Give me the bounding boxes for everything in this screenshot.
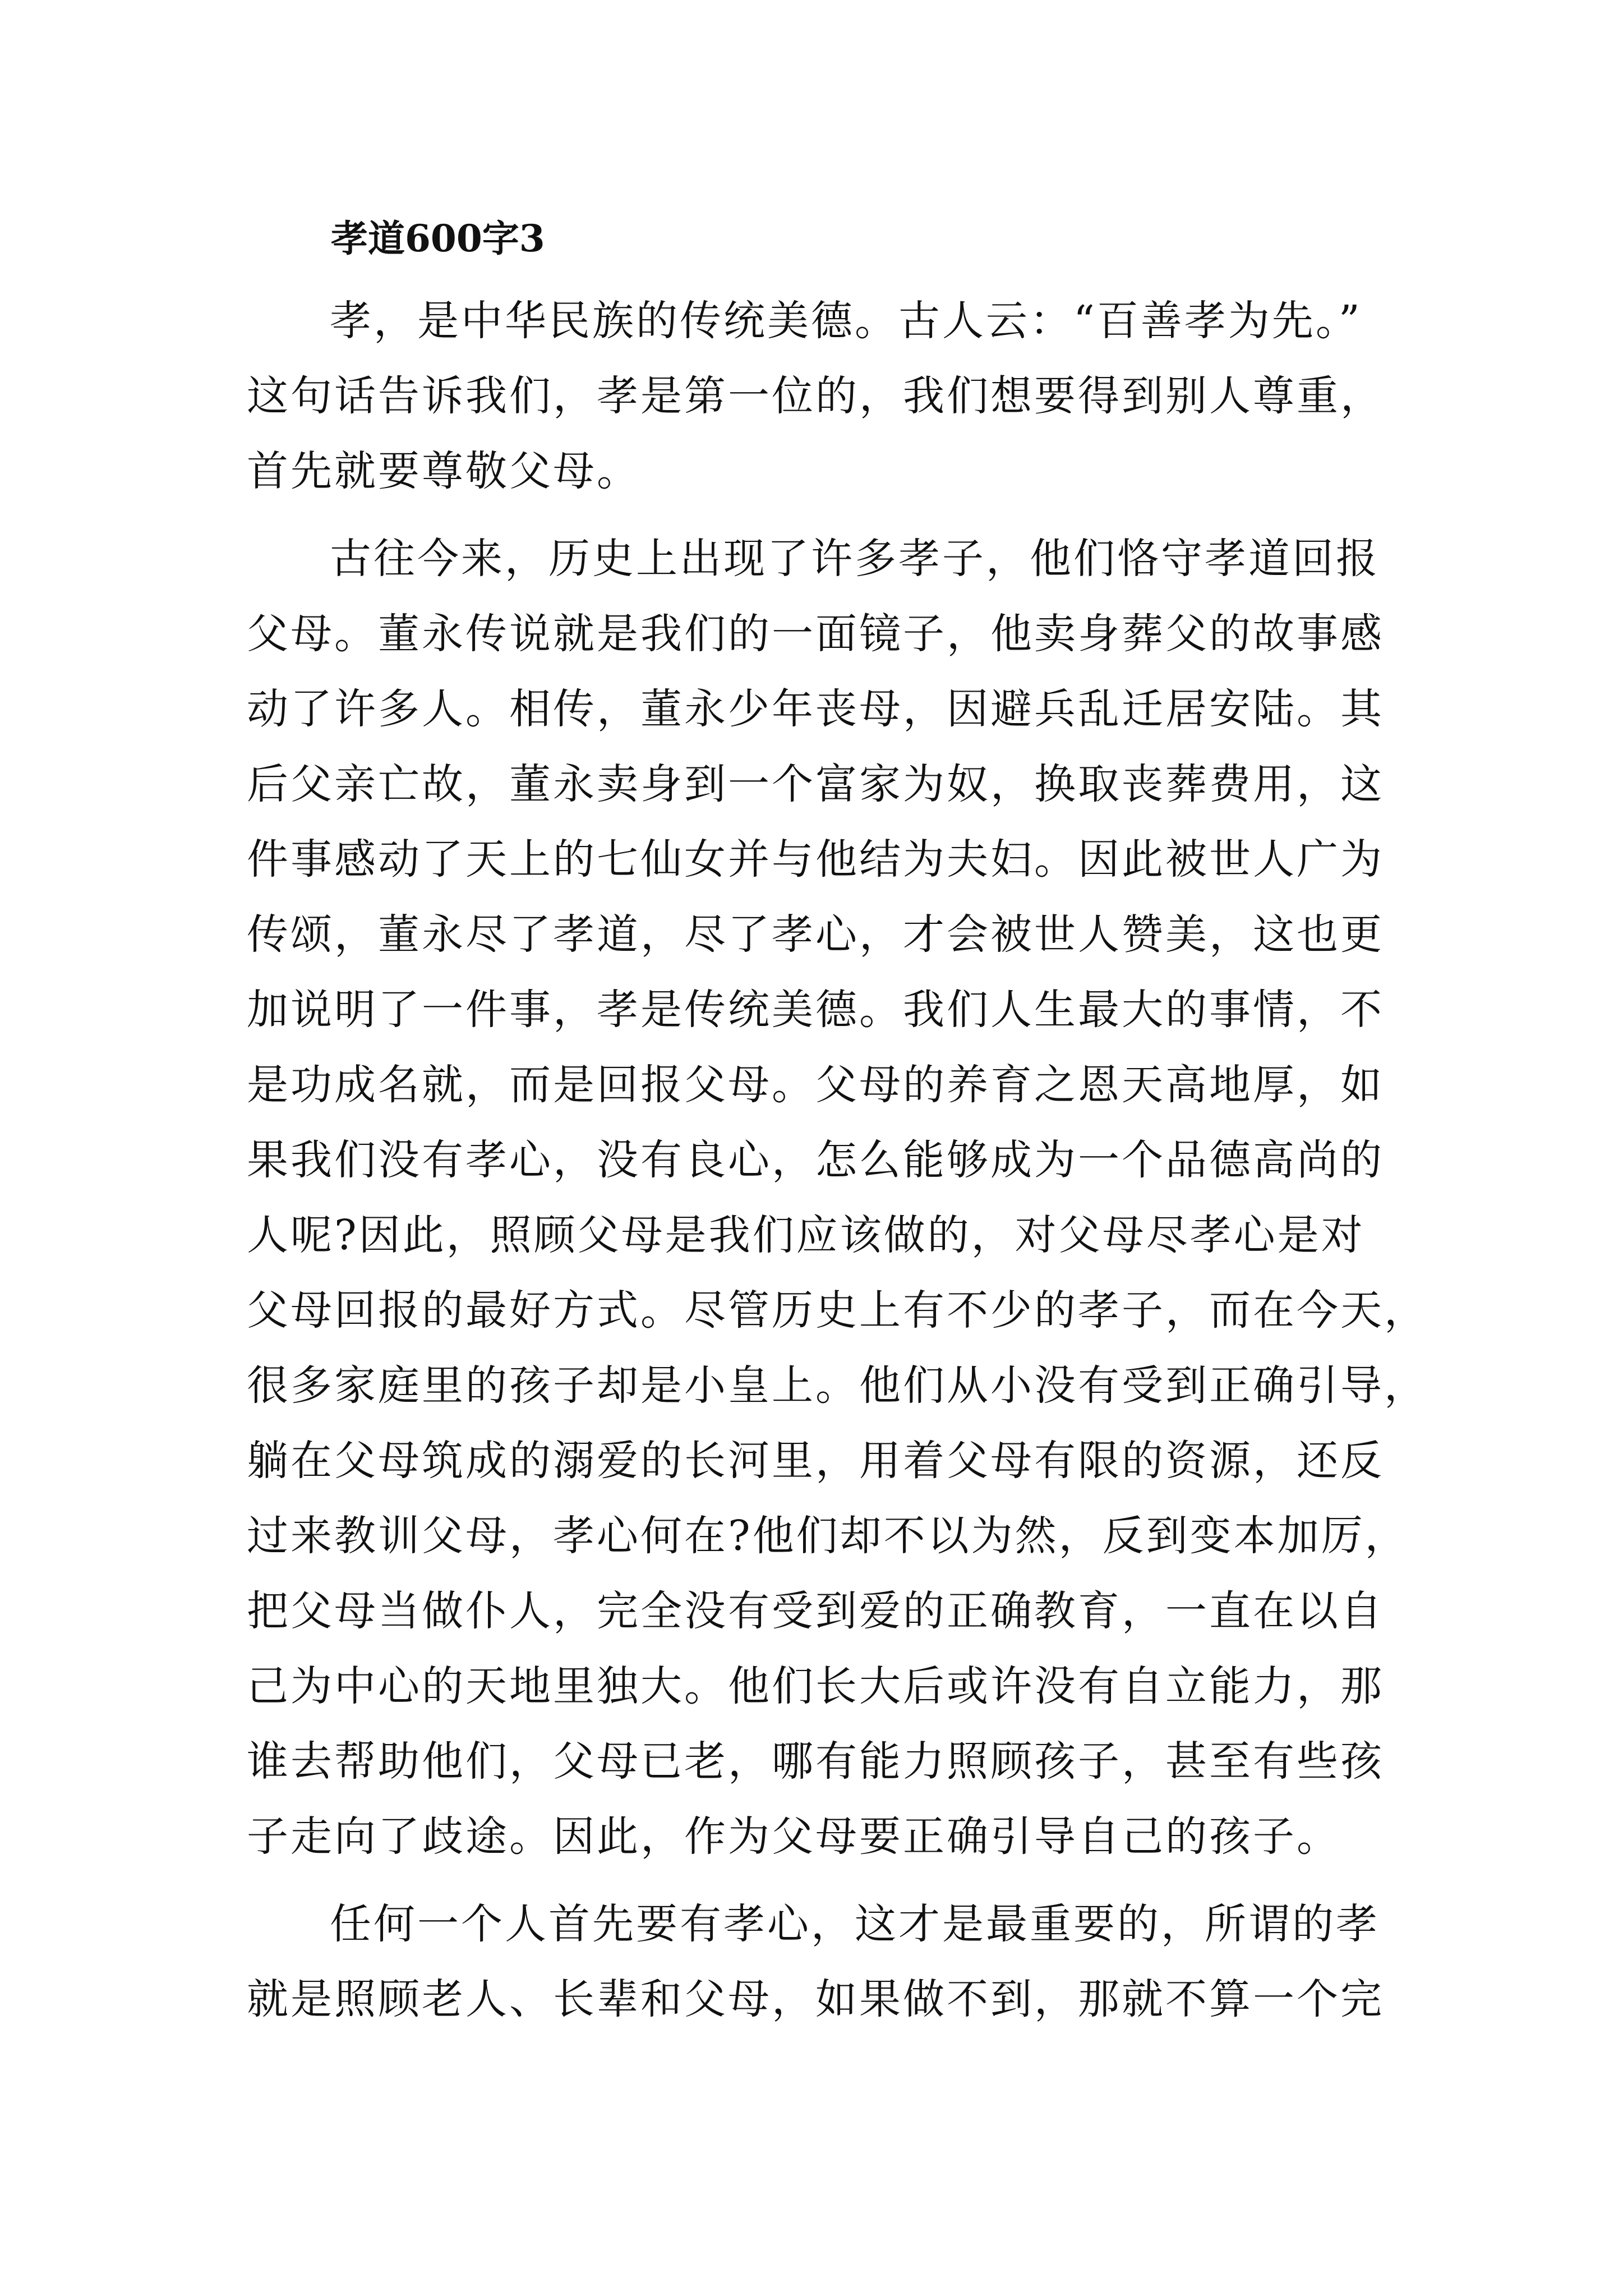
- paragraph-2: [247, 521, 1428, 1874]
- text-line: 己为中心的天地里独大。他们长大后或许没有自立能力，那: [247, 1662, 1384, 1710]
- text-line: 首先就要尊敬父母。: [247, 447, 640, 495]
- text-line: 子走向了歧途。因此，作为父母要正确引导自己的孩子。: [247, 1812, 1340, 1861]
- text-line: 加说明了一件事，孝是传统美德。我们人生最大的事情，不: [247, 986, 1384, 1034]
- document-title: 孝道600字3: [331, 217, 545, 260]
- document-body: [247, 210, 1428, 2037]
- text-line: 把父母当做仆人，完全没有受到爱的正确教育，一直在以自: [247, 1587, 1384, 1635]
- paragraph-1: [247, 283, 1385, 509]
- text-line: 很多家庭里的孩子却是小皇上。他们从小没有受到正确引导，: [247, 1361, 1428, 1410]
- text-line: 孝，是中华民族的传统美德。古人云：“百善孝为先。”: [330, 297, 1362, 345]
- text-line: 躺在父母筑成的溺爱的长河里，用着父母有限的资源，还反: [247, 1437, 1384, 1485]
- text-line: 谁去帮助他们，父母已老，哪有能力照顾孩子，甚至有些孩: [247, 1737, 1384, 1786]
- text-line: 后父亲亡故，董永卖身到一个富家为奴，换取丧葬费用，这: [247, 760, 1384, 808]
- text-line: 是功成名就，而是回报父母。父母的养育之恩天高地厚，如: [247, 1061, 1384, 1109]
- text-line: 过来教训父母，孝心何在?他们却不以为然，反到变本加厉，: [247, 1512, 1409, 1560]
- text-line: 人呢?因此，照顾父母是我们应该做的，对父母尽孝心是对: [247, 1211, 1365, 1259]
- text-line: 这句话告诉我们，孝是第一位的，我们想要得到别人尊重，: [247, 372, 1384, 420]
- text-line: 父母回报的最好方式。尽管历史上有不少的孝子，而在今天，: [247, 1286, 1428, 1335]
- text-line: 就是照顾老人、长辈和父母，如果做不到，那就不算一个完: [247, 1975, 1384, 2023]
- text-line: 动了许多人。相传，董永少年丧母，因避兵乱迁居安陆。其: [247, 685, 1384, 733]
- text-line: 件事感动了天上的七仙女并与他结为夫妇。因此被世人广为: [247, 835, 1384, 884]
- text-line: 任何一个人首先要有孝心，这才是最重要的，所谓的孝: [330, 1900, 1380, 1948]
- text-line: 果我们没有孝心，没有良心，怎么能够成为一个品德高尚的: [247, 1136, 1384, 1184]
- text-line: 父母。董永传说就是我们的一面镜子，他卖身葬父的故事感: [247, 610, 1384, 658]
- paragraph-3: [247, 1887, 1385, 2037]
- text-line: 传颂，董永尽了孝道，尽了孝心，才会被世人赞美，这也更: [247, 910, 1384, 959]
- text-line: 古往今来，历史上出现了许多孝子，他们恪守孝道回报: [330, 535, 1380, 583]
